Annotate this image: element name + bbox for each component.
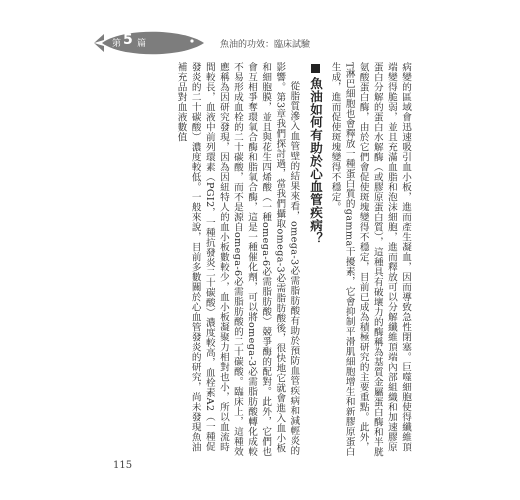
paragraph-continued: 病變的區域會迅速吸引血小板，進而產生凝血，因而導致急性閉塞。巨噬細胞使得纖維頂端變得脆弱，並且充滿血脂和泡沫細胞，進而釋放可以分解纖維頂端內部組織和加速膠原蛋白分解的蛋白水解酶（或膠原蛋白質），這種具有破壞力的酶稱為基質金屬蛋白酶和半胱氨酸蛋白酶，由於它們會促使斑塊變得不穩定，目前已成為積極研究的主要重點。此外，T淋巴細胞也會釋放一種蛋白質的gamma干擾素，它會抑制平滑肌細胞增生和新膠原蛋白生成，進而促使斑塊變得不穩定。 (329, 62, 411, 458)
section-heading (308, 62, 322, 458)
chapter-suffix: 篇 (137, 39, 147, 49)
chapter-title: 魚油的功效：臨床試驗 (220, 40, 311, 50)
square-bullet-icon (311, 64, 320, 73)
chapter-prefix: 第 (112, 39, 122, 49)
paragraph: 從脂質滲入血管壁的結果來看，omega-3必需脂肪酸有助於預防血管疾病和減輕炎的影響。第3章我們探討過，當我們攝取omega-3必需脂肪酸後，很快地它就會進入血小板和細胞膜，並且與花生四烯酸（一種omega-6必需脂肪酸）競爭酶的配對。此外，它們也會互相爭奪環氧合酶和脂氧合酶，這是一種催化劑，可以將omega-3必需脂肪酸轉化成較不易形成血栓的二十碳酸，而不是源自omega-6必需脂肪酸的二十碳酸。臨床上，這種效應稱為因研究發現，因為因紐特人的血小板數較少，血小板凝聚力相對也小，所以血流時間較長，血液中前列環素（PGI2，一種抗發炎二十碳酸）濃度較高，血栓素A2（一種促發炎的二十碳酸）濃度較低。一般來說，目前多數關於心血管發炎的研究，尚未發現魚油補充品對血液數值 (175, 62, 300, 457)
chapter-header (92, 30, 422, 56)
section-heading-text: 魚油如何有助於心血管疾病？ (308, 77, 324, 245)
page-number: 115 (113, 460, 133, 471)
vertical-body-text (118, 62, 412, 458)
chapter-number: 5 (123, 32, 133, 48)
fish-banner-icon (92, 30, 212, 56)
